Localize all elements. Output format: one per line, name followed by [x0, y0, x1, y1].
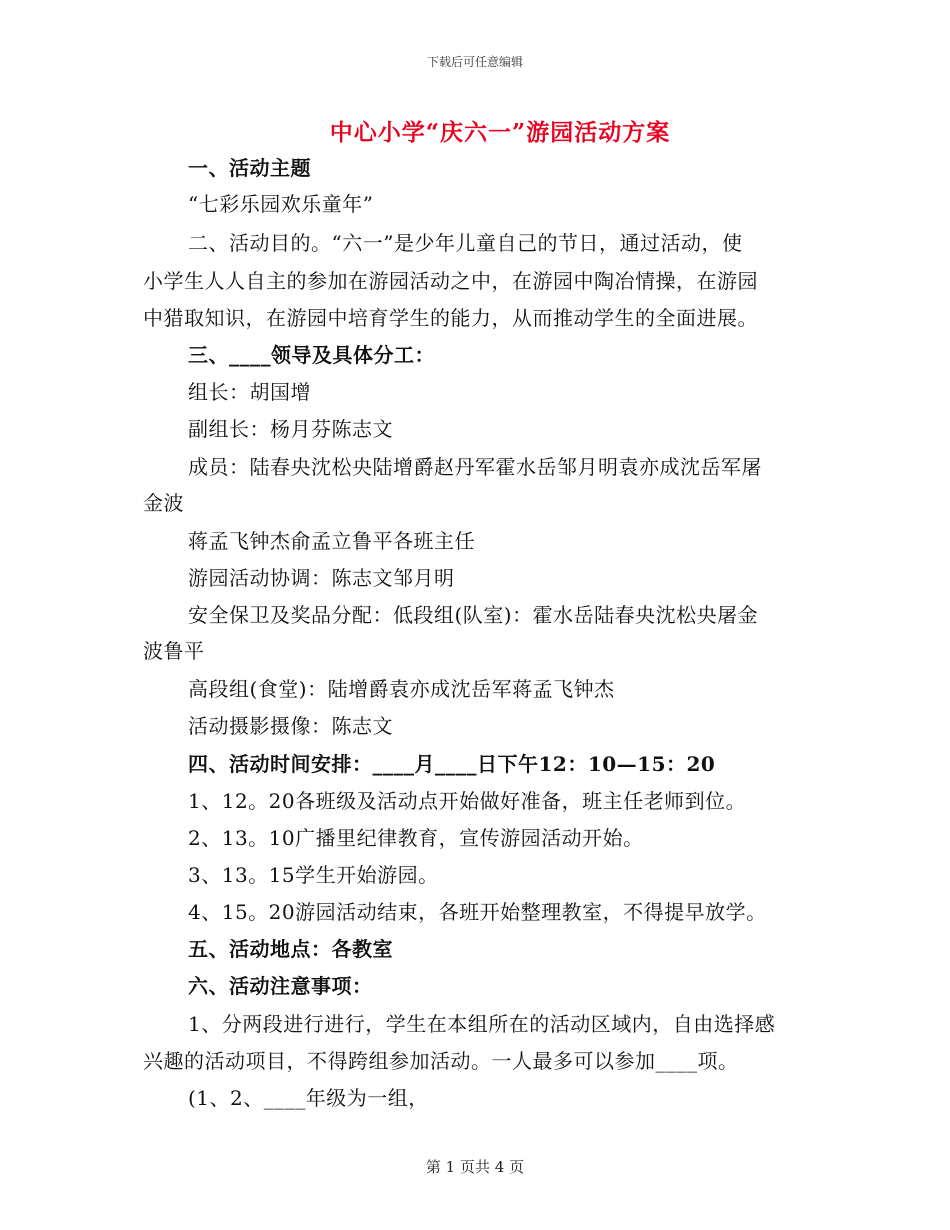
header-note: 下载后可任意编辑 — [426, 55, 523, 69]
schedule-item: 2、13。10广播里纪律教育，宣传游园活动开始。 — [188, 826, 644, 850]
page-footer: 第 1 页共 4 页 — [425, 1158, 525, 1176]
section-heading-location: 五、活动地点：各教室 — [188, 937, 393, 961]
notes-paragraph-line: (1、2、____年级为一组， — [188, 1086, 429, 1110]
schedule-item: 1、12。20各班级及活动点开始做好准备，班主任老师到位。 — [188, 789, 747, 813]
document-title: 中心小学“庆六一”游园活动方案 — [329, 119, 671, 146]
schedule-item: 3、13。15学生开始游园。 — [188, 863, 439, 887]
security-line: 安全保卫及奖品分配：低段组(队室)：霍水岳陆春央沈松央屠金 — [188, 603, 759, 627]
section-heading-theme: 一、活动主题 — [188, 156, 311, 180]
section-heading-schedule: 四、活动时间安排：____月____日下午12：10—15：20 — [188, 752, 716, 776]
members-line: 金波 — [143, 491, 184, 515]
photography-line: 活动摄影摄像：陈志文 — [188, 714, 393, 738]
deputy-leader-line: 副组长：杨月芬陈志文 — [188, 417, 393, 441]
leader-line: 组长：胡国增 — [188, 380, 311, 404]
theme-text: “七彩乐园欢乐童年” — [188, 192, 374, 216]
notes-paragraph-line: 1、分两段进行进行，学生在本组所在的活动区域内，自由选择感 — [188, 1012, 776, 1036]
purpose-paragraph-line: 二、活动目的。“六一”是少年儿童自己的节日，通过活动，使 — [188, 231, 743, 255]
section-heading-leadership: 三、____领导及具体分工： — [188, 343, 435, 367]
schedule-item: 4、15。20游园活动结束，各班开始整理教室，不得提早放学。 — [188, 900, 767, 924]
members-line: 蒋孟飞钟杰俞孟立鲁平各班主任 — [188, 529, 475, 553]
notes-paragraph-line: 兴趣的活动项目，不得跨组参加活动。一人最多可以参加____项。 — [143, 1049, 739, 1073]
purpose-paragraph-line: 小学生人人自主的参加在游园活动之中，在游园中陶冶情操，在游园 — [143, 269, 758, 293]
coordination-line: 游园活动协调：陈志文邹月明 — [188, 566, 455, 590]
members-line: 成员：陆春央沈松央陆增爵赵丹军霍水岳邹月明袁亦成沈岳军屠 — [188, 455, 762, 479]
security-line: 波鲁平 — [143, 639, 205, 663]
senior-group-line: 高段组(食堂)：陆增爵袁亦成沈岳军蒋孟飞钟杰 — [188, 677, 615, 701]
purpose-paragraph-line: 中猎取知识，在游园中培育学生的能力，从而推动学生的全面进展。 — [143, 306, 758, 330]
section-heading-notes: 六、活动注意事项： — [188, 974, 373, 998]
